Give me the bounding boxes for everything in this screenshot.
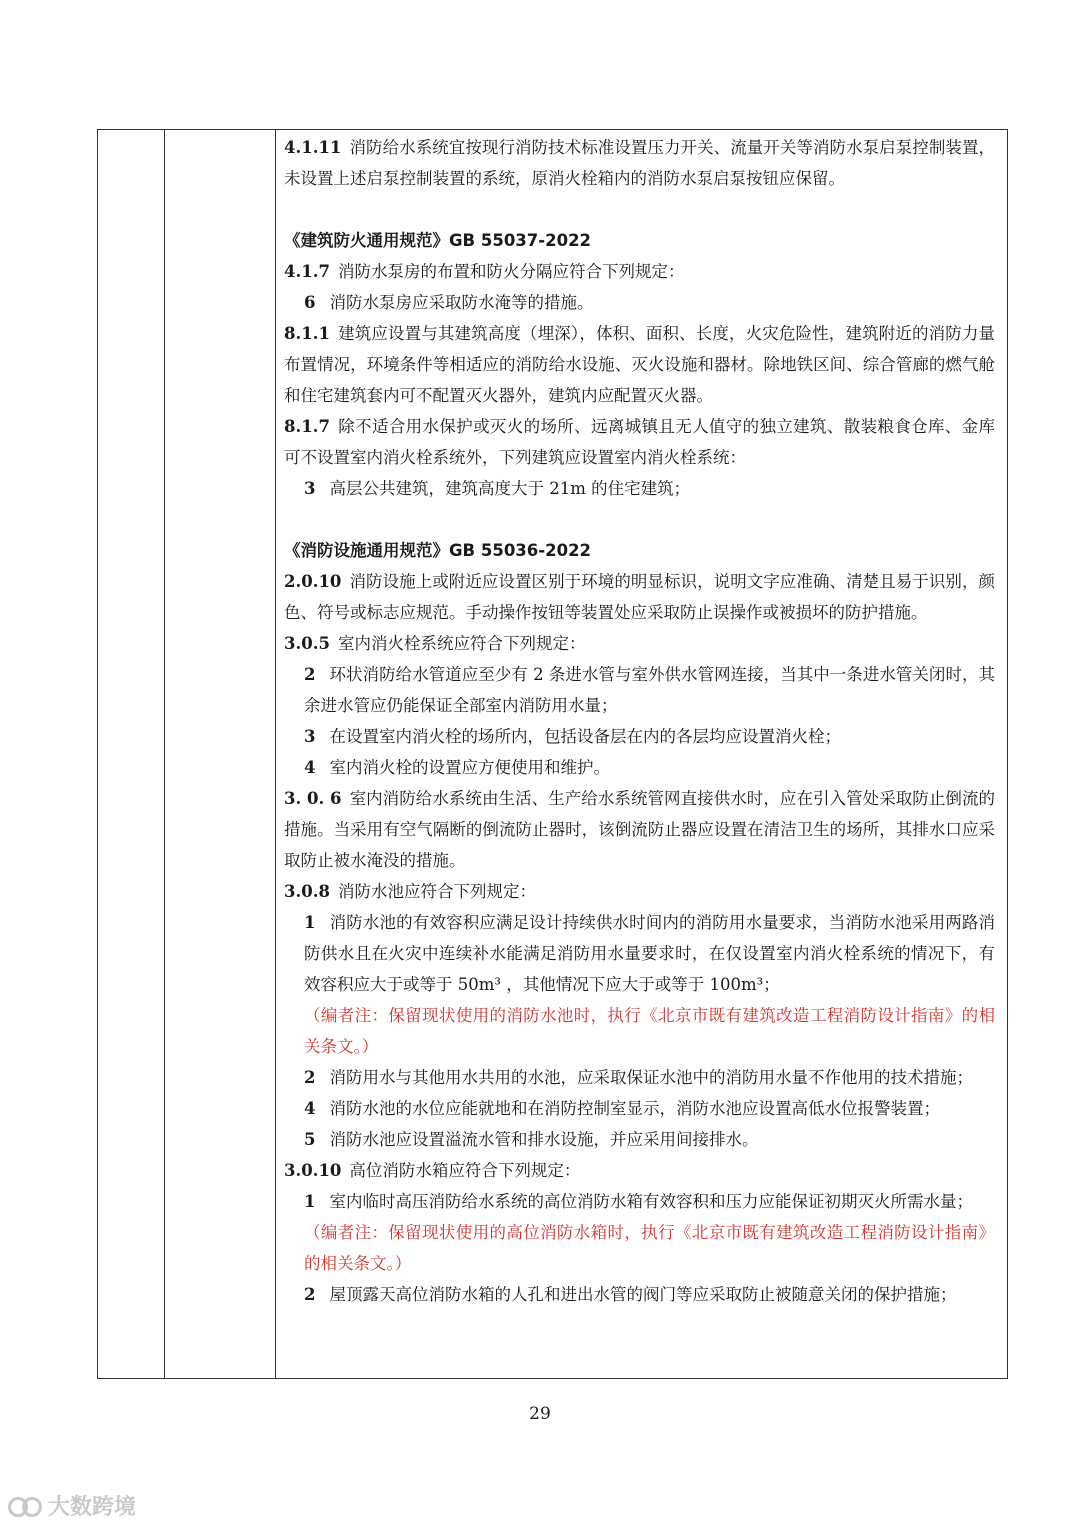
sub-clause <box>284 1062 995 1093</box>
clause <box>284 256 995 287</box>
clause <box>284 132 995 194</box>
clause <box>284 1155 995 1186</box>
clause <box>284 318 995 411</box>
sub-clause <box>284 287 995 318</box>
clause <box>284 783 995 876</box>
clause-text: 消防设施上或附近应设置区别于环境的明显标识，说明文字应准确、清楚且易于识别，颜色、符号或标志应规范。手动操作按钮等装置处应采取防止误操作或被损坏的防护措施。 <box>284 572 995 622</box>
clause-number: 1 <box>304 1192 316 1211</box>
clause-number: 6 <box>304 293 316 312</box>
clause-number: 2 <box>304 665 316 684</box>
sub-clause <box>284 907 995 1000</box>
standard-heading: 《建筑防火通用规范》GB 55037-2022 <box>284 231 592 250</box>
clause-text: 消防水池的水位应能就地和在消防控制室显示，消防水池应设置高低水位报警装置； <box>329 1099 940 1118</box>
clause-text: 室内临时高压消防给水系统的高位消防水箱有效容积和压力应能保证初期灭火所需水量； <box>329 1192 973 1211</box>
sub-clause <box>284 721 995 752</box>
clause <box>284 566 995 628</box>
clause-text: 消防水泵房应采取防水淹等的措施。 <box>329 293 594 312</box>
spacer <box>284 194 995 225</box>
sub-clause <box>284 659 995 721</box>
editor-note: （编者注：保留现状使用的高位消防水箱时，执行《北京市既有建筑改造工程消防设计指南》的相关条文。） <box>304 1223 995 1273</box>
clause-text: 屋顶露天高位消防水箱的人孔和进出水管的阀门等应采取防止被随意关闭的保护措施； <box>329 1285 957 1304</box>
clause-number: 4.1.11 <box>284 138 342 157</box>
clause-number: 4 <box>304 758 316 777</box>
clause-number: 1 <box>304 913 316 932</box>
table-cell-category <box>98 130 165 1379</box>
clause-number: 8.1.7 <box>284 417 330 436</box>
spacer <box>284 504 995 535</box>
clause-number: 4 <box>304 1099 316 1118</box>
standard-heading: 《消防设施通用规范》GB 55036-2022 <box>284 541 592 560</box>
watermark-text: 大数跨境 <box>48 1495 137 1520</box>
clause-text: 消防给水系统宜按现行消防技术标准设置压力开关、流量开关等消防水泵启泵控制装置，未设置上述启泵控制装置的系统，原消火栓箱内的消防水泵启泵按钮应保留。 <box>284 138 995 188</box>
watermark <box>8 1490 136 1521</box>
clause-text: 除不适合用水保护或灭火的场所、远离城镇且无人值守的独立建筑、散装粮食仓库、金库可不设置室内消火栓系统外，下列建筑应设置室内消火栓系统： <box>284 417 995 467</box>
clause-number: 3.0.5 <box>284 634 330 653</box>
editor-note: （编者注：保留现状使用的消防水池时，执行《北京市既有建筑改造工程消防设计指南》的相关条文。） <box>304 1006 995 1056</box>
clause-text: 建筑应设置与其建筑高度（埋深），体积、面积、长度，火灾危险性，建筑附近的消防力量布置情况，环境条件等相适应的消防给水设施、灭火设施和器材。除地铁区间、综合管廊的燃气舱和住宅建筑套内可不配置灭火器外，建筑内应配置灭火器。 <box>284 324 995 405</box>
sub-clause <box>284 1124 995 1155</box>
page-number: 29 <box>529 1404 551 1424</box>
clause-number: 2.0.10 <box>284 572 342 591</box>
clause-text: 室内消防给水系统由生活、生产给水系统管网直接供水时，应在引入管处采取防止倒流的措施。当采用有空气隔断的倒流防止器时，该倒流防止器应设置在清洁卫生的场所，其排水口应采取防止被水淹没的措施。 <box>284 789 996 870</box>
sub-clause <box>284 1186 995 1217</box>
clause-number: 3. 0. 6 <box>284 789 342 808</box>
clause-number: 5 <box>304 1130 316 1149</box>
clause-text: 室内消火栓的设置应方便使用和维护。 <box>329 758 610 777</box>
clause-text: 消防用水与其他用水共用的水池，应采取保证水池中的消防用水量不作他用的技术措施； <box>329 1068 973 1087</box>
clause-text: 高位消防水箱应符合下列规定： <box>349 1161 581 1180</box>
clause-number: 3.0.10 <box>284 1161 342 1180</box>
table-row <box>98 130 1008 1379</box>
clause-text: 环状消防给水管道应至少有 2 条进水管与室外供水管网连接，当其中一条进水管关闭时，其余进水管应仍能保证全部室内消防用水量； <box>304 665 995 715</box>
clause-number: 3 <box>304 727 316 746</box>
clause-text: 消防水泵房的布置和防火分隔应符合下列规定： <box>337 262 685 281</box>
clause-text: 在设置室内消火栓的场所内，包括设备层在内的各层均应设置消火栓； <box>329 727 841 746</box>
clause-number: 3.0.8 <box>284 882 330 901</box>
clause-number: 8.1.1 <box>284 324 330 343</box>
watermark-logo-icon <box>8 1495 42 1517</box>
clause-text: 消防水池应设置溢流水管和排水设施，并应采用间接排水。 <box>329 1130 759 1149</box>
regulation-table <box>97 129 1008 1379</box>
clause-number: 2 <box>304 1285 316 1304</box>
clause <box>284 411 995 473</box>
sub-clause <box>284 752 995 783</box>
clause-number: 2 <box>304 1068 316 1087</box>
clause-number: 4.1.7 <box>284 262 330 281</box>
sub-clause <box>284 473 995 504</box>
sub-clause <box>284 1279 995 1310</box>
clause <box>284 628 995 659</box>
table-cell-item <box>165 130 276 1379</box>
clause-text: 消防水池的有效容积应满足设计持续供水时间内的消防用水量要求，当消防水池采用两路消防供水且在火灾中连续补水能满足消防用水量要求时，在仅设置室内消火栓系统的情况下，有效容积应大于或等于 50m³ ，其他情况下应大于或等于 100m³； <box>304 913 995 994</box>
table-cell-content <box>276 130 1008 1379</box>
clause-text: 室内消火栓系统应符合下列规定： <box>337 634 586 653</box>
clause-text: 消防水池应符合下列规定： <box>337 882 536 901</box>
sub-clause <box>284 1093 995 1124</box>
clause-number: 3 <box>304 479 316 498</box>
regulation-content <box>284 130 995 1310</box>
clause <box>284 876 995 907</box>
clause-text: 高层公共建筑，建筑高度大于 21m 的住宅建筑； <box>329 479 691 498</box>
